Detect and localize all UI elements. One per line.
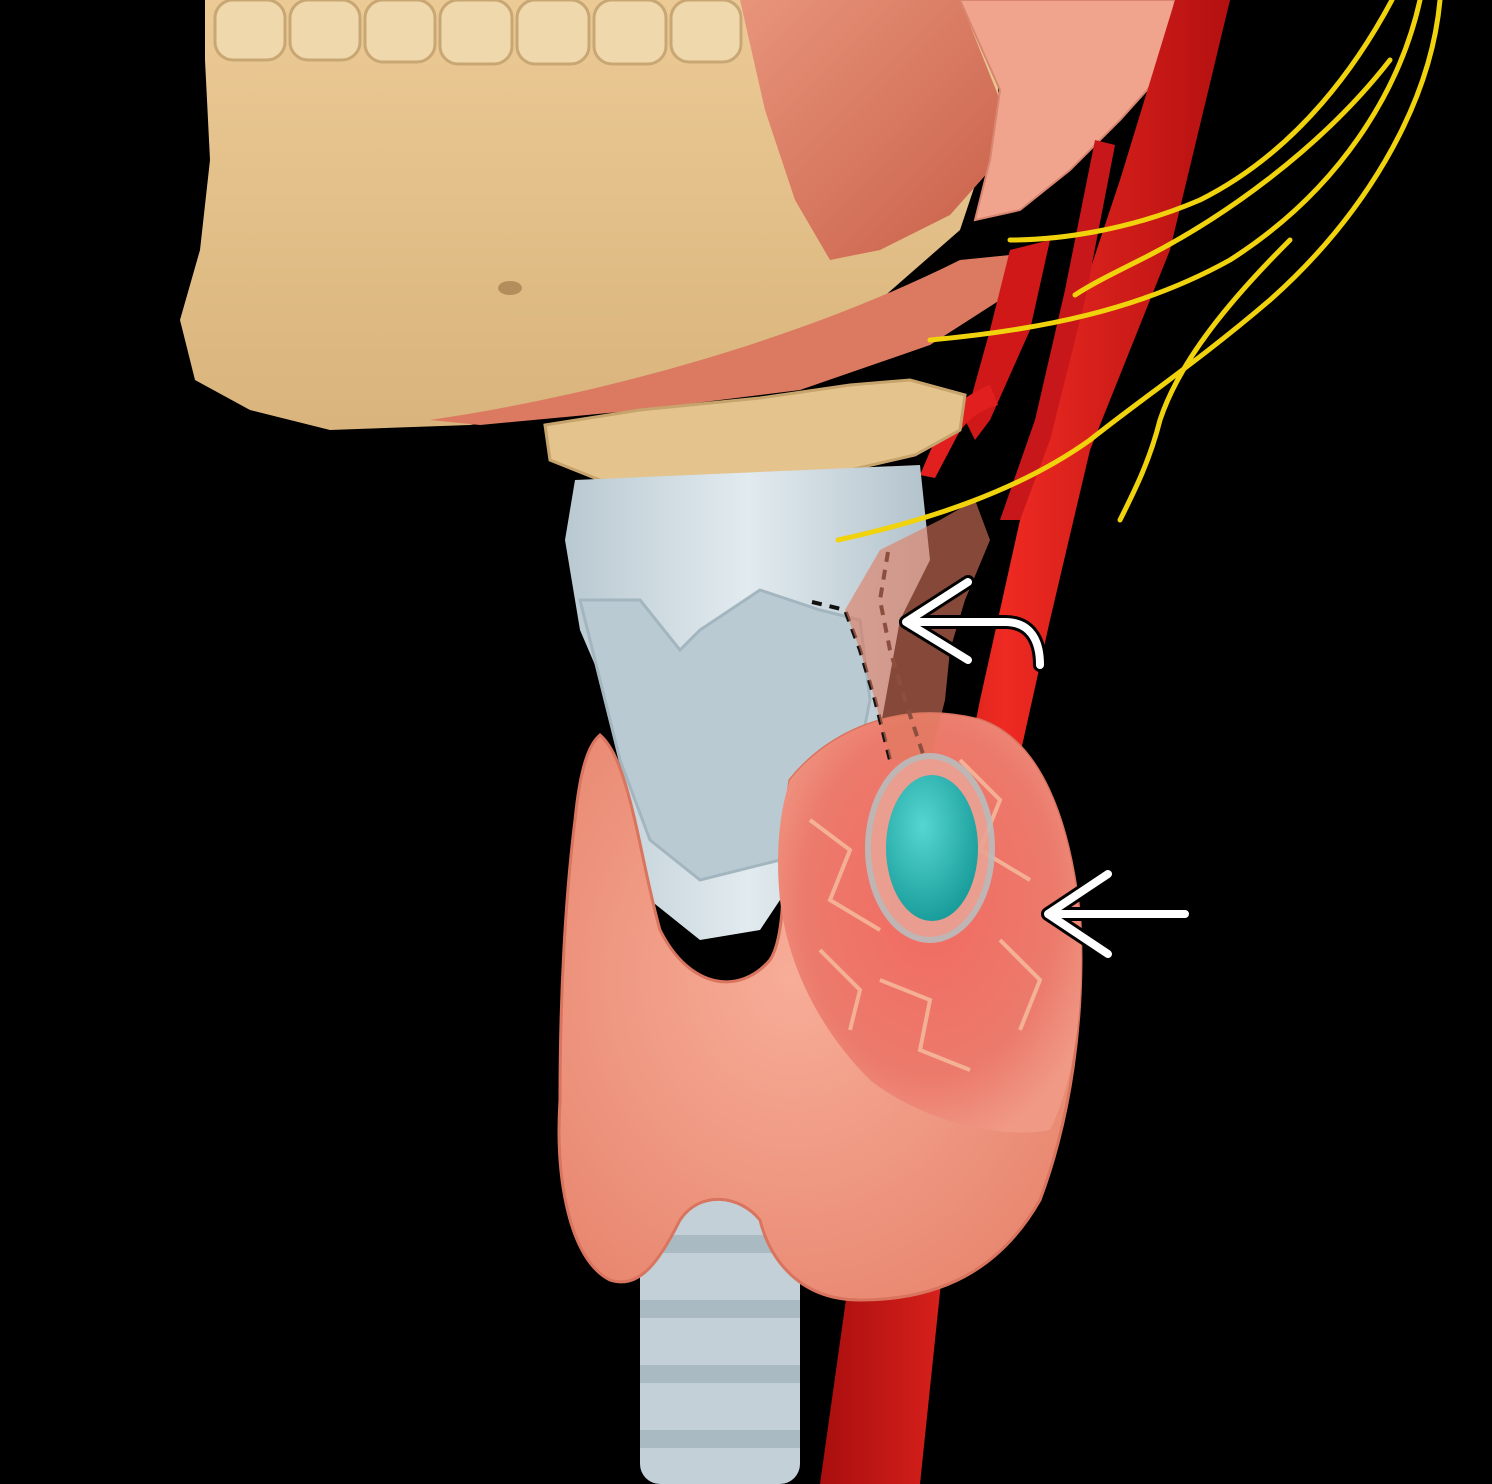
mental-foramen bbox=[498, 281, 522, 295]
teeth bbox=[215, 0, 741, 64]
thyroglossal-duct-cyst bbox=[886, 775, 978, 921]
